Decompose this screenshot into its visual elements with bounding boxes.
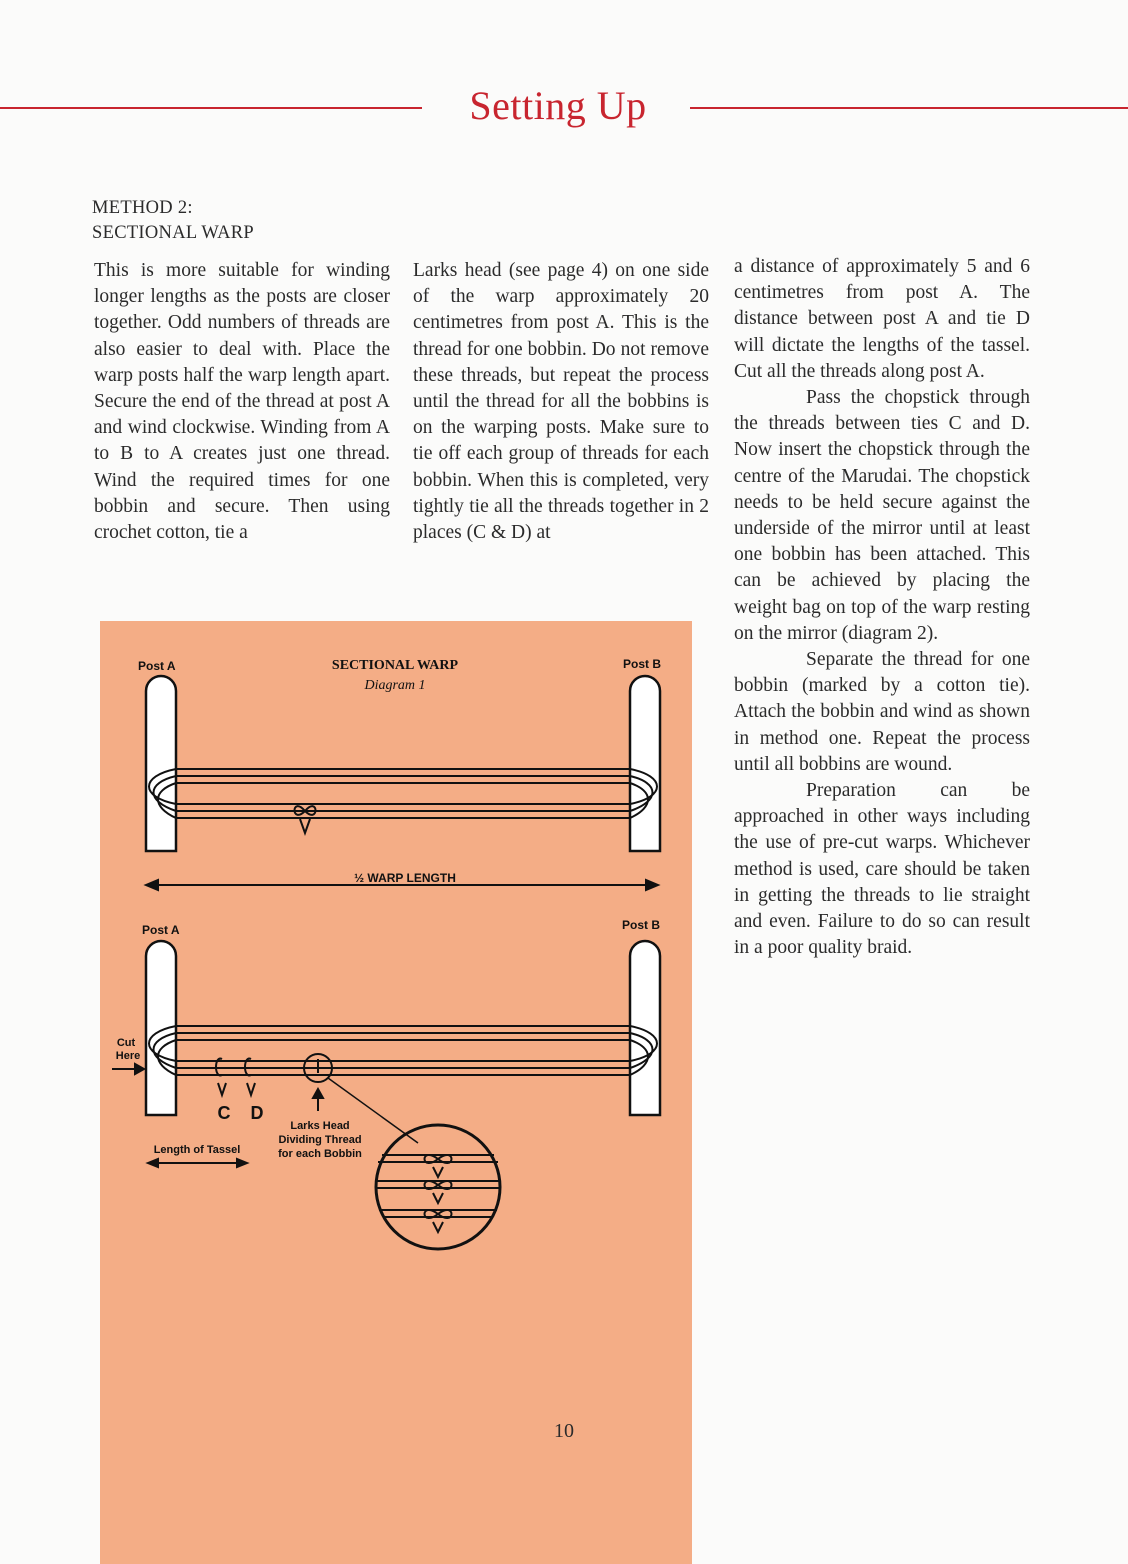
larks-head-label-line3: for each Bobbin <box>278 1148 362 1160</box>
text-column-3 <box>734 254 1030 961</box>
header-rule-left <box>0 107 422 109</box>
larks-head-label-line2: Dividing Thread <box>278 1134 362 1146</box>
post-b-top <box>630 676 660 851</box>
method-name: SECTIONAL WARP <box>92 223 254 243</box>
post-a-top <box>146 676 176 851</box>
text-column-2 <box>413 258 709 546</box>
paragraph: Pass the chopstick through the threads between ties C and D. Now insert the chopstick through the centre of the Marudai. The chopstick needs to be held secure against the underside of the mirror until at least one bobbin has been attached. This can be achieved by placing the weight bag on top of the warp resting on the mirror (diagram 2). <box>734 387 1030 644</box>
half-warp-label: ½ WARP LENGTH <box>354 871 456 885</box>
page-title: Setting Up <box>469 83 647 128</box>
section-heading <box>92 196 254 246</box>
header-rule-right <box>690 107 1128 109</box>
diagram-title: SECTIONAL WARP <box>331 658 459 673</box>
diagram-subtitle: Diagram 1 <box>364 678 426 693</box>
paragraph: a distance of approximately 5 and 6 centimetres from post A. The distance between post A and tie D will dictate the lengths of the tassel. Cut all the threads along post A. <box>734 256 1030 382</box>
paragraph: Larks head (see page 4) on one side of the warp approximately 20 centimetres from post A. This is the thread for one bobbin. Do not remove these threads, but repeat the process until the thread for all the bobbins is on the warping posts. Make sure to tie off each group of threads for each bobbin. When this is completed, very tightly tie all the threads together in 2 places (C & D) at <box>413 260 709 544</box>
post-a-label-bottom: Post A <box>142 923 180 937</box>
page-number: 10 <box>554 1420 574 1442</box>
post-a-label-top: Post A <box>138 659 176 673</box>
cut-here-label-line1: Cut <box>116 1037 136 1049</box>
method-number: METHOD 2: <box>92 198 193 218</box>
paragraph: Separate the thread for one bobbin (marked by a cotton tie). Attach the bobbin and wind as shown in method one. Repeat the process until all bobbins are wound. <box>734 649 1030 775</box>
tie-d-label: D <box>250 1103 264 1123</box>
larks-head-label-line1: Larks Head <box>290 1120 350 1132</box>
tie-c-label: C <box>217 1103 231 1123</box>
text-column-1 <box>94 258 390 546</box>
post-b-label-top: Post B <box>623 657 662 671</box>
post-b-label-bottom: Post B <box>622 918 661 932</box>
cut-here-label-line2: Here <box>115 1050 141 1062</box>
paragraph: Preparation can be approached in other ways including the use of pre-cut warps. Whichever method is used, care should be taken in getting the threads to lie straight and even. Failure to do so can result in a poor quality braid. <box>734 780 1030 959</box>
length-of-tassel-label: Length of Tassel <box>153 1144 241 1156</box>
paragraph: This is more suitable for winding longer lengths as the posts are closer together. Odd numbers of threads are also easier to deal with. Place the warp posts half the warp length apart. Secure the end of the thread at post A and wind clockwise. Winding from A to B to A creates just one thread. Wind the required times for one bobbin and secure. Then using crochet cotton, tie a <box>94 260 390 544</box>
